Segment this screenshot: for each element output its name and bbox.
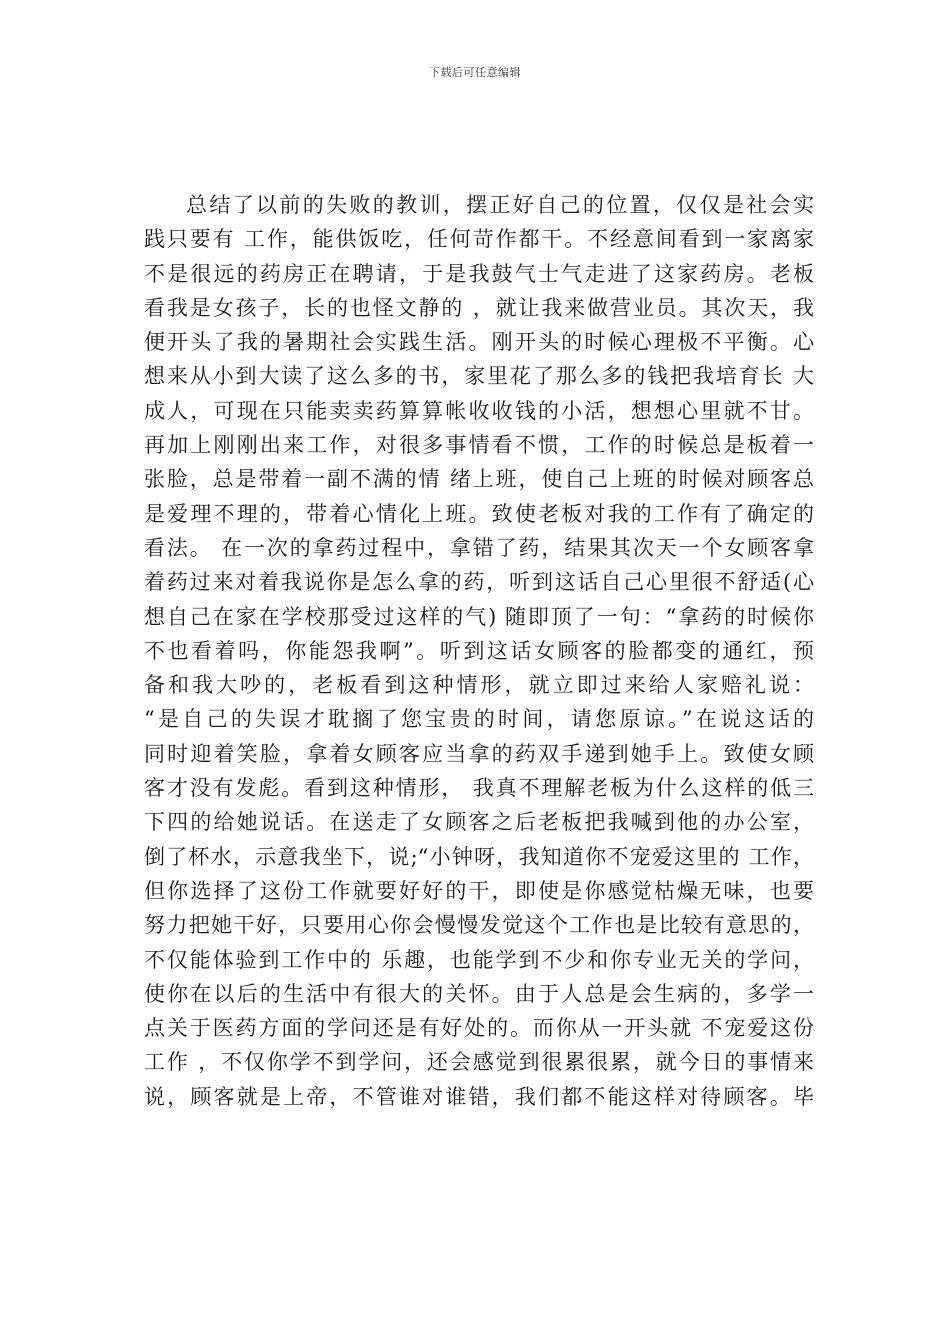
body-paragraph [144,188,814,1114]
text-line: 再加上刚刚出来工作，对很多事情看不惯，工作的时候总是板着一 [144,433,814,458]
text-line: 点关于医药方面的学问还是有好处的。而你从一开头就 不宠爱这份 [144,1016,814,1041]
text-line: 便开头了我的暑期社会实践生活。刚开头的时候心理极不平衡。心 [144,330,814,355]
text-line: 看我是女孩子，长的也怪文静的 ，就让我来做营业员。其次天，我 [144,295,814,320]
text-line: 不仅能体验到工作中的 乐趣，也能学到不少和你专业无关的学问， [144,947,814,972]
page-header: 下载后可任意编辑 [429,66,521,79]
text-line: 备和我大吵的，老板看到这种情形，就立即过来给人家赔礼说： [144,673,814,698]
text-line: 同时迎着笑脸，拿着女顾客应当拿的药双手递到她手上。致使女顾 [144,741,814,766]
text-line: 践只要有 工作，能供饭吃，任何苛作都干。不经意间看到一家离家 [144,227,814,252]
text-line: 工作 ，不仅你学不到学问，还会感觉到很累很累，就今日的事情来 [144,1050,814,1075]
text-line: 使你在以后的生活中有很大的关怀。由于人总是会生病的，多学一 [144,981,814,1006]
text-line: 说，顾客就是上帝，不管谁对谁错，我们都不能这样对待顾客。毕 [144,1084,814,1109]
text-line: 想来从小到大读了这么多的书，家里花了那么多的钱把我培育长 大 [144,364,814,389]
text-line: 努力把她干好，只要用心你会慢慢发觉这个工作也是比较有意思的， [144,913,814,938]
text-line: “是自己的失误才耽搁了您宝贵的时间，请您原谅。”在说这话的 [144,707,814,732]
text-line: 下四的给她说话。在送走了女顾客之后老板把我喊到他的办公室， [144,810,814,835]
text-line: 想自己在家在学校那受过这样的气) 随即顶了一句：“拿药的时候你 [144,604,814,629]
text-line: 张脸，总是带着一副不满的情 绪上班，使自己上班的时候对顾客总 [144,467,814,492]
text-line: 看法。 在一次的拿药过程中，拿错了药，结果其次天一个女顾客拿 [144,535,814,560]
text-line: 是爱理不理的，带着心情化上班。致使老板对我的工作有了确定的 [144,501,814,526]
text-line: 不也看着吗，你能怨我啊”。听到这话女顾客的脸都变的通红，预 [144,638,814,663]
text-line: 不是很远的药房正在聘请，于是我鼓气士气走进了这家药房。老板 [144,261,814,286]
text-line: 总结了以前的失败的教训，摆正好自己的位置，仅仅是社会实 [186,193,814,217]
text-line: 成人，可现在只能卖卖药算算帐收收钱的小活，想想心里就不甘。 [144,398,814,423]
text-line: 倒了杯水，示意我坐下，说;“小钟呀，我知道你不宠爱这里的 工作， [144,844,814,869]
text-line: 客才没有发彪。看到这种情形， 我真不理解老板为什么这样的低三 [144,776,814,801]
text-line: 但你选择了这份工作就要好好的干，即使是你感觉枯燥无味，也要 [144,878,814,903]
text-line: 着药过来对着我说你是怎么拿的药，听到这话自己心里很不舒适(心 [144,570,814,595]
